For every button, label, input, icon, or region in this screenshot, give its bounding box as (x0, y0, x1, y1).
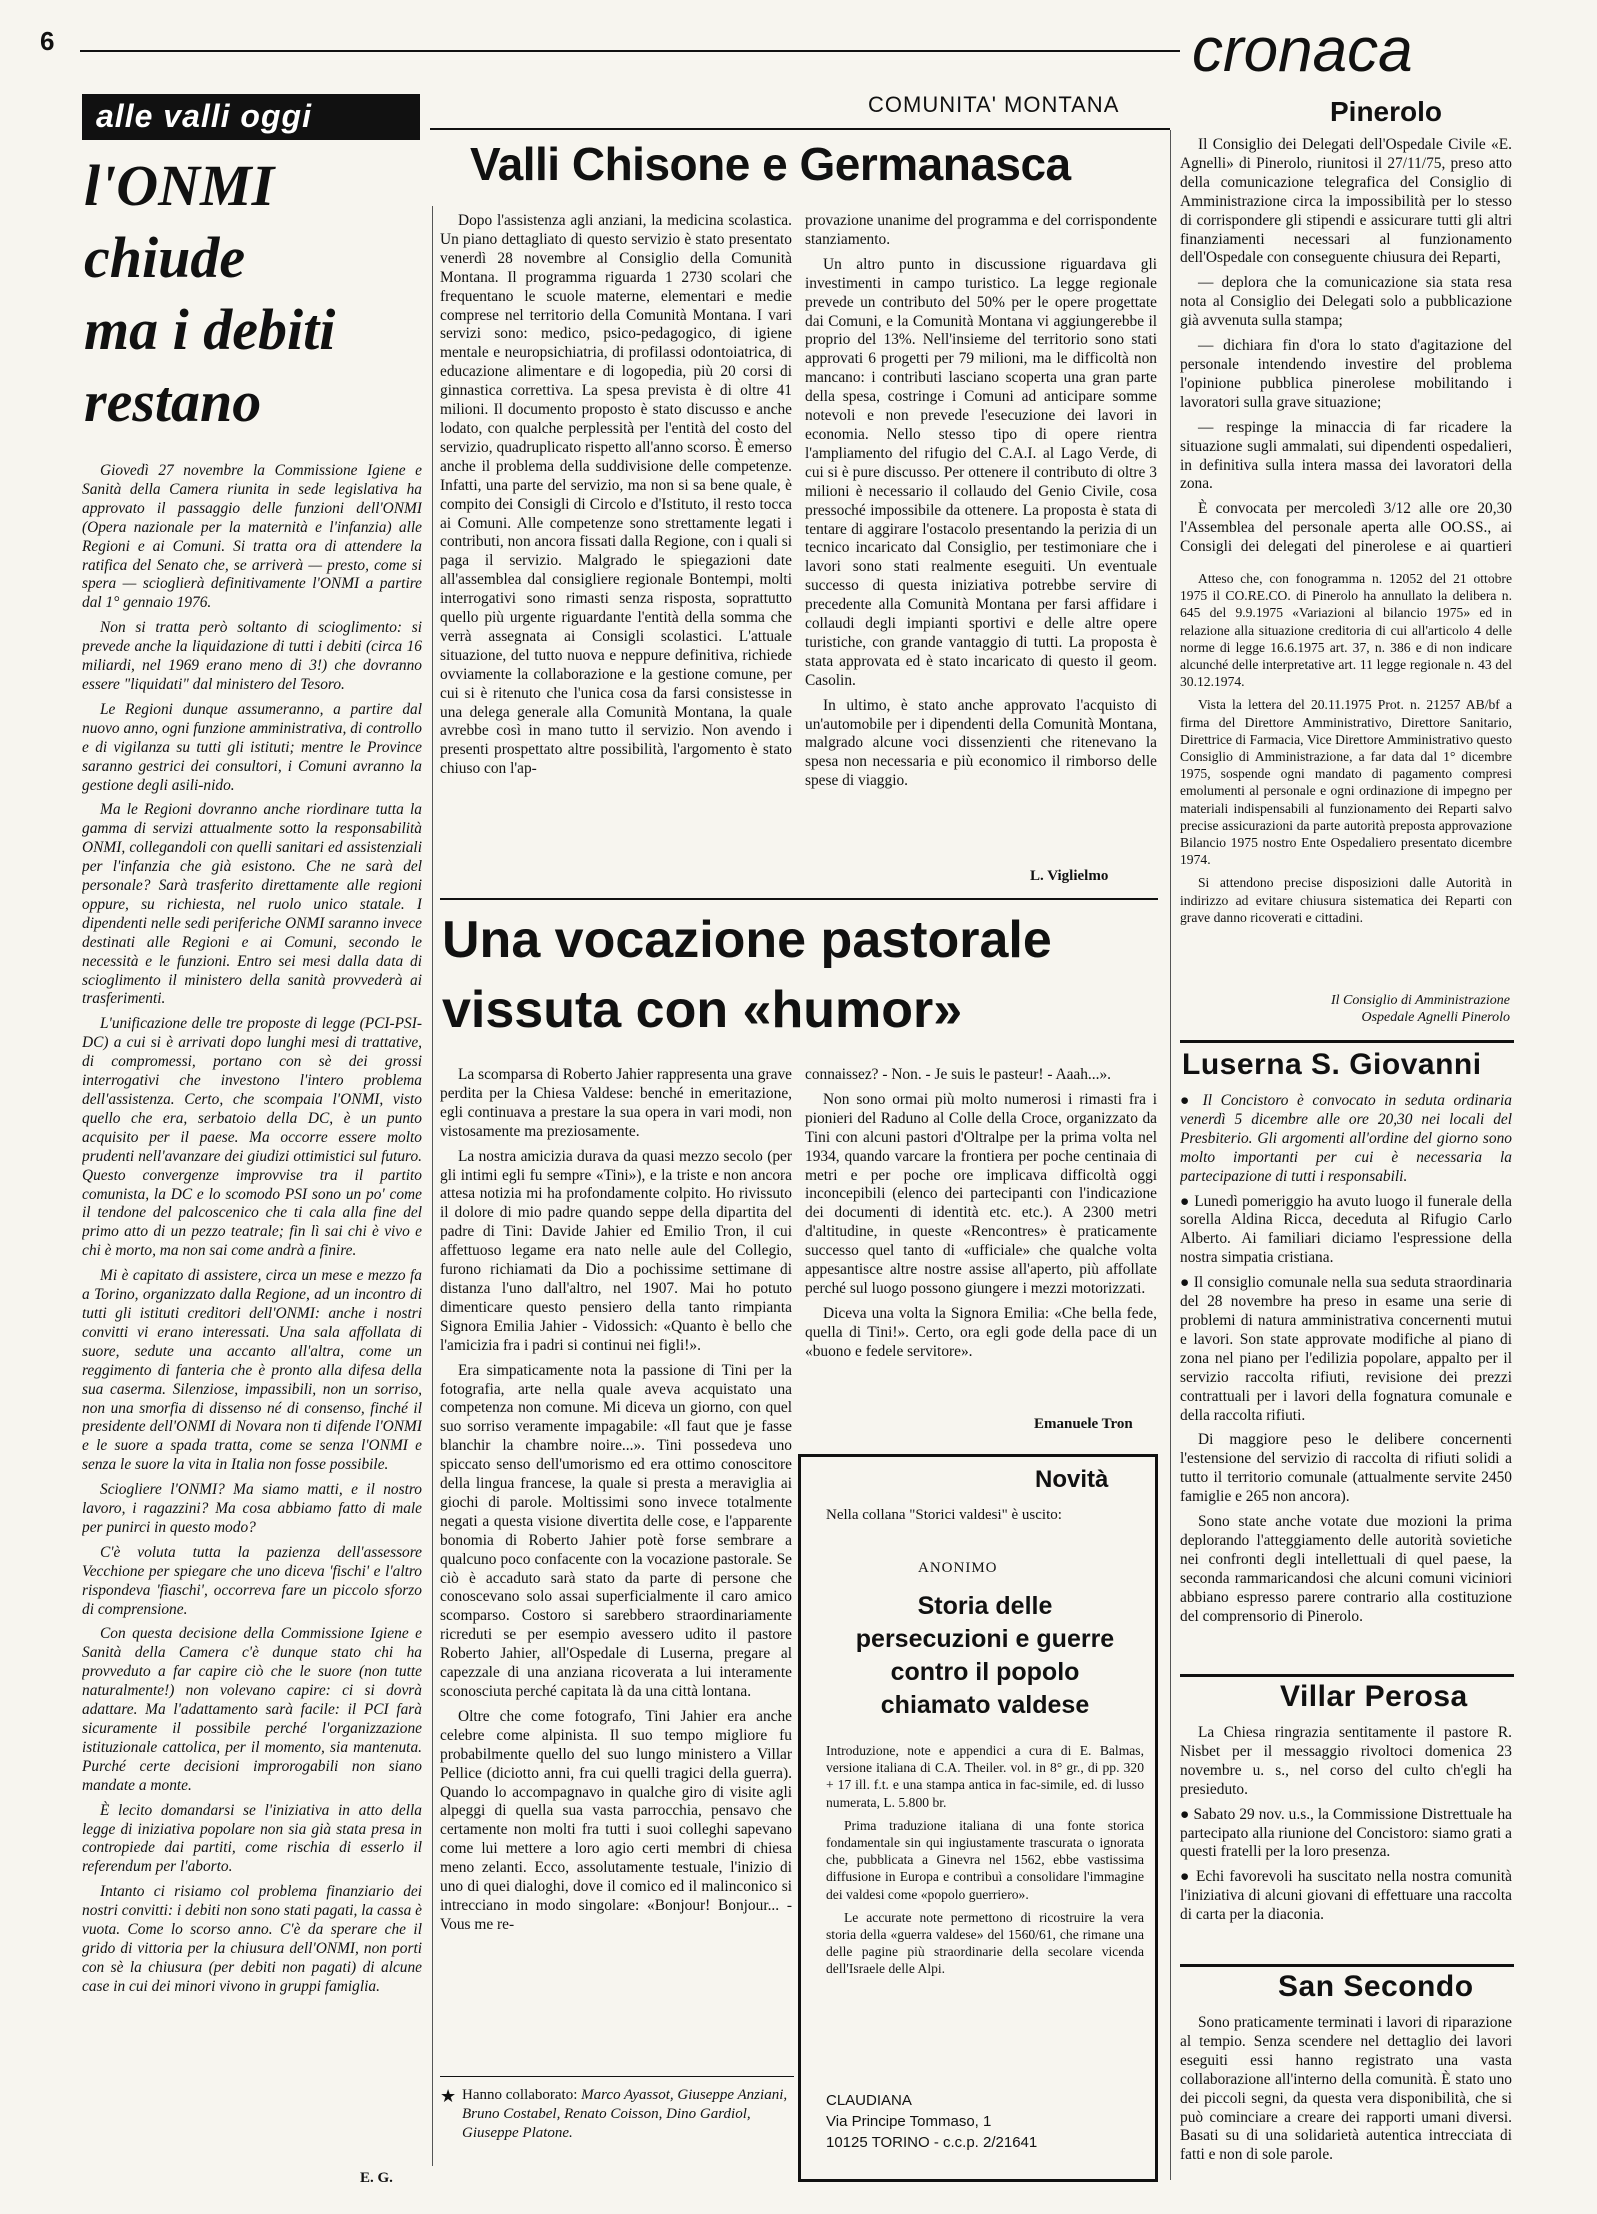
notice-signature (1260, 992, 1510, 1026)
kicker-text: alle valli oggi (96, 98, 312, 134)
novita-body (826, 1742, 1144, 2072)
novita-intro: Nella collana "Storici valdesi" è uscito: (826, 1507, 1062, 1523)
vocazione-column-1 (440, 1066, 792, 2066)
bullet-icon: ● (1180, 1805, 1194, 1823)
vocazione-paragraph: La scomparsa di Roberto Jahier rappresenta una grave perdita per la Chiesa Valdese: benché in emeritazione, egli continuava a prestare la sua opera in vari modi, non vistosamente ma preziosamente. (440, 1066, 792, 1140)
bullet-icon: ● (1180, 1274, 1194, 1292)
vocazione-paragraph: Oltre che come fotografo, Tini Jahier era anche celebre come alpinista. Il suo tempo migliore fu probabilmente quello del suo lungo ministero a Villar Pellice (diciotto anni, fra cui quelli tragici della guerra). Quando lo accompagnavo in qualche giro di visite agli alpeggi di quella sua vasta parrocchia, pensavo che certamente non molti fra tutti i suoi colleghi sapevano come lui mettere a loro agio certi membri di chiesa meno zelanti. Ecco, assolutamente testuale, l'inizio di uno di quei dialoghi, dove il comico ed il malinconico si intrecciano in modo singolare: «Bonjour! Bonjour... - Vous me re- (440, 1707, 792, 1933)
villar-paragraph: La Chiesa ringrazia sentitamente il pastore R. Nisbet per il messaggio rivoltoci domenica 23 novembre u. s., nel corso del culto ch'egli ha presieduto. (1180, 1724, 1512, 1798)
luserna-paragraph: Sono state anche votate due mozioni la prima deplorando l'atteggiamento delle autorità sovietiche nei confronti degli intellettuali di quel paese, la seconda rammaricandosi che alcuni comuni viciniori abbiano espresso parere contrario alla costituzione del comprensorio di Pinerolo. (1180, 1513, 1512, 1625)
vocazione-signature: Emanuele Tron (1034, 1416, 1133, 1432)
credits-names: Marco Ayassot, Giuseppe Anziani, Bruno Costabel, Renato Coisson, Dino Gardiol, Giuseppe Platone. (462, 2087, 788, 2141)
novita-label: Novità (1035, 1466, 1109, 1493)
ospedale-paragraph: Il Consiglio dei Delegati dell'Ospedale Civile «E. Agnelli» di Pinerolo, riunitosi il 27/11/75, preso atto della comunicazione telegrafica del Consiglio di Amministrazione circa la impossibilità per lo stesso di corrispondere gli stipendi e assicurare tutti gli altri finanziamenti necessari al funzionamento dell'Ospedale con conseguente chiusura dei Reparti, (1180, 136, 1512, 267)
novita-details: Introduzione, note e appendici a cura di E. Balmas, versione italiana di C.A. Theiler. vol. in 8° gr., di pp. 320 + 17 ill. f.t. e una stampa antica in fac-simile, ed. di lusso numerata, L. 5.800 br. (826, 1743, 1144, 1810)
bullet-icon: ● (1180, 1868, 1196, 1886)
luserna-paragraph: ● Il Concistoro è convocato in seduta ordinaria venerdì 5 dicembre alle ore 20,30 nei locali del Presbiterio. Gli argomenti all'ordine del giorno sono molto importanti per cui è necessaria la partecipazione di tutti i responsabili. (1180, 1092, 1512, 1185)
publisher-name: CLAUDIANA (826, 2092, 912, 2109)
bullet-icon: ● (1180, 1092, 1203, 1109)
onmi-paragraph: È lecito domandarsi se l'iniziativa in atto della legge di iniziativa popolare non sia già stata presa in contropiede dai partiti, come rischia di esserlo il referendum per l'aborto. (82, 1801, 422, 1876)
bullet-icon: ● (1180, 1192, 1195, 1210)
villar-paragraph: ● Echi favorevoli ha suscitato nella nostra comunità l'iniziativa di alcuni giovani di effettuare una raccolta di carta per la diaconia. (1180, 1868, 1512, 1924)
vocazione-paragraph: Diceva una volta la Signora Emilia: «Che bella fede, quella di Tini!». Certo, ora egli gode della pace di un «buono e fedele servitore». (805, 1304, 1157, 1360)
luserna-paragraph: Di maggiore peso le delibere concernenti l'estensione del servizio di raccolta di rifiuti solidi a tutto il territorio comunale (attualmente servite 2450 famiglie e 265 non ancora). (1180, 1431, 1512, 1506)
notice-signature-line-1: Il Consiglio di Amministrazione (1330, 993, 1510, 1008)
ospedale-paragraph: È convocata per mercoledì 3/12 alle ore 20,30 l'Assemblea del personale aperta alle OO.SS., ai Consigli dei delegati del pinerolese e ai quartieri (1180, 500, 1512, 556)
column-divider (1170, 130, 1171, 2180)
onmi-paragraph: Mi è capitato di assistere, circa un mese e mezzo fa a Torino, organizzato dalla Regione, ad un incontro di tutti gli istituti creditori dell'ONMI: anche i nostri convitti vi erano interessati. Una sala affollata di suore, sedute una accanto all'altra, come un reggimento di fanteria che è pronto alla difesa della sua caserma. Silenziose, impassibili, non un sorriso, non una smorfia di dissenso né di consenso, finché il presidente dell'ONMI di Novara non ti difende l'ONMI e le suore a spada tratta, come se senza l'ONMI e senza le suore la vita in Italia non fosse possibile. (82, 1267, 422, 1474)
credits-text (462, 2086, 792, 2143)
onmi-paragraph: Ma le Regioni dovranno anche riordinare tutta la gamma di servizi attualmente sotto la responsabilità ONMI, collegandoli con quelli sanitari ed assistenziali per l'infanzia che già esistono. Che ne sarà del personale? Sarà trasferito direttamente alle regioni oppure, su richiesta, nel ruolo unico statale. I dipendenti nelle sedi periferiche ONMI saranno invece destinati alle Regioni e ai Comuni, secondo le necessità e le funzioni. Entro sei mesi dalla data di scioglimento il ministero della sanità provvederà ai trasferimenti. (82, 801, 422, 1008)
novita-book-title: Storia delle persecuzioni e guerre contro il popolo chiamato valdese (855, 1592, 1115, 1719)
vocazione-paragraph: Era simpaticamente nota la passione di Tini per la fotografia, arte nella quale aveva acquistato una competenza non comune. Mi diceva un giorno, con quel suo sorriso veramente impagabile: «Il faut que je fasse blanchir la chambre noire...». Tini possedeva uno spiccato senso dell'umorismo ed era ottimo conoscitore della lingua francese, la quale si presta a meraviglia ai giochi di parole. Moltissimi sono invece totalmente negati a questa visione divertita delle cose, e l'apparente bonomia di Roberto Jahier potè forse sembrare a qualcuno poco confacente con la vocazione pastorale. Se ciò è accaduto sarà stato da parte di persone che conoscevano solo assai superficialmente il caro amico scomparso. Costoro si sarebbero straordinariamente ricreduti se per esempio avessero udito il pastore Roberto Jahier, all'Ospedale di Luserna, pregare al capezzale di una anziana ricoverata a lui interamente sconosciuta perché capitata là da una città lontana. (440, 1361, 792, 1700)
publisher-address-2: 10125 TORINO - c.c.p. 2/21641 (826, 2134, 1038, 2151)
onmi-paragraph: Non si tratta però soltanto di scioglimento: si prevede anche la liquidazione di tutti i debiti (circa 16 miliardi, nel 1969 erano meno di 3!) che dovranno essere "liquidati" dal ministero del Tesoro. (82, 619, 422, 693)
valli-headline: Valli Chisone e Germanasca (470, 138, 1071, 190)
onmi-paragraph: L'unificazione delle tre proposte di legge (PCI-PSI-DC) a cui si è arrivati dopo lunghi mesi di trattative, di compromessi, portano con sè dei grossi interrogativi che investono l'intero problema dell'assistenza. Certo, che scompaia l'ONMI, visto quello che era, serbatoio della DC, è un punto acquisito per il paese. Ma occorre essere molto prudenti nell'avanzare dei giudizi ottimistici sul futuro. Questo convergenze improvvise tra il partito comunista, la DC e lo scomodo PSI sono un po' come il tendone del palcoscenico che ti cala alla fine del primo atto di un pezzo teatrale; fin lì sai chi è vivo e chi è morto, ma non sai come andrà a finire. (82, 1015, 422, 1260)
section-rule (1180, 1964, 1514, 1967)
onmi-paragraph: C'è voluta tutta la pazienza dell'assessore Vecchione per spiegare che uno diceva 'fischi' e l'altro rispondeva 'fiaschi', occorreva fare un piccolo sforzo di comprensione. (82, 1543, 422, 1618)
ospedale-paragraph: — respinge la minaccia di far ricadere la situazione sugli ammalati, sui dipendenti ospedalieri, in definitiva sulla intera massa dei lavoratori della zona. (1180, 418, 1512, 493)
notice-paragraph: Si attendono precise disposizioni dalle Autorità in indirizzo ad evitare chiusura sistematica dei Reparti con grave danno ricoverati e cittadini. (1180, 875, 1512, 925)
notice-signature-line-2: Ospedale Agnelli Pinerolo (1361, 1010, 1510, 1025)
section-title: cronaca (1192, 16, 1413, 85)
valli-column-1 (440, 212, 792, 882)
vocazione-paragraph: Non sono ormai più molto numerosi i rimasti fra i pionieri del Raduno al Colle della Croce, organizzato da Tini con alcuni pastori d'Oltralpe per la prima volta nel 1934, quando varcare la frontiera per poche centinaia di metri e per poche ore implicava difficoltà oggi inconcepibili (elenco dei partecipanti con l'indicazione dei documenti di identità etc. etc.). A 2300 metri d'altitudine, in queste «Rencontres» è praticamente successo quel tanto di «ufficiale» che qualche volta appesantisce altre nostre assise all'aperto, più affollate perché sul luogo possono giungere i mezzi motorizzati. (805, 1090, 1157, 1297)
credits-rule (440, 2076, 794, 2077)
onmi-title-line-1: l'ONMI (84, 153, 275, 218)
luserna-paragraph: ● Lunedì pomeriggio ha avuto luogo il funerale della sorella Aldina Ricca, deceduta al Rifugio Carlo Alberto. Ai familiari diciamo l'espressione della nostra simpatia cristiana. (1180, 1192, 1512, 1267)
vocazione-column-2 (805, 1066, 1157, 1412)
onmi-paragraph: Le Regioni dunque assumeranno, a partire dal nuovo anno, ogni funzione amministrativa, di controllo e di vigilanza su tutti gli istituti; mentre le Province saranno gestrici dei consultori, i Comuni avranno la gestione degli asili-nido. (82, 700, 422, 794)
page-number: 6 (40, 26, 55, 56)
section-rule (440, 898, 1158, 900)
vocazione-headline-line-1: Una vocazione pastorale (442, 911, 1052, 969)
luserna-paragraph: ● Il consiglio comunale nella sua seduta straordinaria del 28 novembre ha preso in esame una serie di problemi di natura amministrativa concernenti mutui e lavori. Son state approvate modifiche al piano di zona nel piano per l'edilizia popolare, appalto per il servizio raccolta rifiuti, revisione dei prezzi contrattuali per i lavori della fognatura comunale e della raccolta rifiuti. (1180, 1274, 1512, 1424)
novita-publisher (826, 2090, 1146, 2153)
novita-desc: Prima traduzione italiana di una fonte storica fondamentale sin qui ingiustamente trascurata o ignorata che, pubblicata a Ginevra nel 1562, ebbe vastissima diffusione in Europa e contribuì a consolidare l'immagine dei valdesi come «popolo guerriero». (826, 1817, 1144, 1902)
valli-signature: L. Viglielmo (1030, 868, 1109, 884)
column-label: COMUNITA' MONTANA (868, 92, 1120, 117)
notice-paragraph: Vista la lettera del 20.11.1975 Prot. n. 21257 AB/bf a firma del Direttore Amministrativo, Direttore Sanitario, Direttrice di Farmacia, Vice Direttore Amministrativo questo Consiglio di Amministrazione, a far data dal 1° dicembre 1975, sospende ogni mandato di pagamento compresi emolumenti al personale e ogni ordinazione di impegno per materiali indispensabili al funzionamento dei Reparti salvo precise assicurazioni da parte autorità preposta approvazione Bilancio 1975 nostro Ente Ospedaliero presentato dicembre 1974. (1180, 697, 1512, 868)
luserna-article (1180, 1092, 1512, 1652)
vocazione-paragraph: connaissez? - Non. - Je suis le pasteur! - Aaah...». (805, 1066, 1112, 1083)
onmi-signature: E. G. (360, 2170, 393, 2186)
ospedale-paragraph: — deplora che la comunicazione sia stata resa nota al Consiglio dei Delegati solo a pubblicazione già avvenuta sulla stampa; (1180, 274, 1512, 330)
secondo-paragraph: Sono praticamente terminati i lavori di riparazione al tempio. Senza scendere nel dettaglio dei lavori eseguiti essi hanno registrato una vasta collaborazione all'interno della comunità. È stato uno dei piccoli segni, da questa vera disponibilità, che si può cominciare a creare dei rapporti umani diversi. Basati su di una solidarietà autentica intrecciata di fatti e non di sole parole. (1180, 2014, 1512, 2164)
column-label-rule (430, 128, 1170, 130)
villar-article (1180, 1724, 1512, 1954)
onmi-paragraph: Sciogliere l'ONMI? Ma siamo matti, e il nostro lavoro, i ragazzini? Ma cosa abbiamo fatto di male per punirci in questo modo? (82, 1481, 422, 1536)
header-rule (80, 50, 1180, 52)
valli-paragraph: Un altro punto in discussione riguardava gli investimenti in campo turistico. La legge regionale prevede un contributo del 50% per le opere progettate dai Comuni, e la Comunità Montana vi aggiungerebbe il proprio del 13%. Nell'insieme del territorio sono stati approvati 6 progetti per 79 milioni, ma le difficoltà non mancano: i contributi lasciano scoperta una gran parte della spesa, costringe i Comuni ad anticipare somme notevoli e non prevede l'esecuzione dei lavori in economia. Nello stesso tipo di opere rientra l'ampliamento del rifugio del C.A.I. al Lago Verde, di cui si è pure discusso. Per ottenere il contributo di oltre 3 milioni è necessario il collaudo del Genio Civile, cosa pressoché impossibile da ottenere. La proposta è stata di tentare di aggirare l'ostacolo presentando la perizia di un tecnico incaricato dal Consiglio, per testimoniare che i lavori sono stati realmente eseguiti. Un eventuale successo di questa iniziativa potrebbe servire di precedente alla Comunità Montana per farsi affidare i collaudi degli impianti sportivi e delle altre opere turistiche, con grande vantaggio di tutti. La proposta è stata approvata ed è stato incaricato di questo il geom. Casolin. (805, 255, 1157, 689)
vocazione-paragraph: La nostra amicizia durava da quasi mezzo secolo (per gli intimi egli fu sempre «Tini»), e la triste e non ancora attesa notizia mi ha profondamente colpito. Ho rivissuto il dolore di mio padre quando seppe della dipartita del padre di Tini: Davide Jahier ed Emilio Tron, il cui affettuoso legame era nato nelle aule del Collegio, furono richiamati da Dio a pochissime settimane di distanza l'uno dall'altro, nel 1907. Mai ho potuto dimenticare questo pensiero della tanto rimpianta Signora Emilia Jahier - Vidossich: «Quanto è bello che l'amicizia fra i padri si continui nei figli!». (440, 1147, 792, 1354)
secondo-headline: San Secondo (1278, 1970, 1474, 2003)
onmi-title (84, 150, 424, 438)
ospedale-paragraph: — dichiara fin d'ora lo stato d'agitazione del personale intendendo investire del problema l'opinione pubblica pinerolese mobilitando i lavoratori sulla grave situazione; (1180, 337, 1512, 411)
luserna-headline: Luserna S. Giovanni (1182, 1048, 1482, 1081)
vocazione-headline-line-2: vissuta con «humor» (442, 981, 963, 1039)
onmi-title-line-3: ma i debiti (84, 297, 336, 362)
ospedale-notice (1180, 570, 1512, 974)
notice-paragraph: Atteso che, con fonogramma n. 12052 del 21 ottobre 1975 il CO.RE.CO. di Pinerolo ha annullato la delibera n. 645 del 9.9.1975 «Variazioni al bilancio 1975» ed in relazione alla situazione creditoria di cui all'articolo 4 delle norme di legge 16.6.1975 art. 37, n. 386 e di non indicare alcunché delle interpretative art. 11 legge regionale n. 43 del 30.12.1974. (1180, 571, 1512, 690)
onmi-paragraph: Intanto ci risiamo col problema finanziario dei nostri convitti: i debiti non sono stati pagati, la cassa è vuota. Come lo scorso anno. C'è da sperare che il grido di vittoria per la chiusura dell'ONMI, non porti con sè la chiusura (per debiti non pagati) di alcune case in cui dei minori vivono in gruppi famiglia. (82, 1883, 422, 1995)
section-rule (1180, 1674, 1514, 1677)
onmi-paragraph: Giovedì 27 novembre la Commissione Igiene e Sanità della Camera riunita in sede legislativa ha approvato il passaggio delle funzioni dell'ONMI (Opera nazionale per la maternità e l'infanzia) alle Regioni e ai Comuni. Si tratta ora di attendere la ratifica del Senato che, se arriverà — presto, come si spera — scioglierà definitivamente l'ONMI a partire dal 1° gennaio 1976. (82, 462, 422, 612)
onmi-paragraph: Con questa decisione della Commissione Igiene e Sanità della Camera c'è dunque stato chi ha provveduto a far capire ciò che le suore (non tutte naturalmente!) non volevano capire: ci si dovrà adattare. Ma l'adattamento sarà facile: il PCI farà sicuramente il possibile perché l'organizzazione istituzionale cattolica, per il momento, sia mantenuta. Purché certe decisioni improrogabili non siano mandate a monte. (82, 1625, 422, 1794)
villar-paragraph: ● Sabato 29 nov. u.s., la Commissione Distrettuale ha partecipato alla riunione del Concistoro: siamo grati a questi fratelli per la loro presenza. (1180, 1805, 1512, 1861)
valli-paragraph: provazione unanime del programma e del corrispondente stanziamento. (805, 212, 1157, 248)
secondo-article (1180, 2014, 1512, 2204)
villar-headline: Villar Perosa (1280, 1680, 1468, 1713)
credits-prefix: Hanno collaborato: (462, 2087, 578, 2103)
onmi-title-line-4: restano (84, 369, 262, 434)
onmi-title-line-2: chiude (84, 225, 246, 290)
valli-paragraph: Dopo l'assistenza agli anziani, la medicina scolastica. Un piano dettagliato di questo servizio è stato presentato venerdì 28 novembre al Consiglio della Comunità Montana. Il programma riguarda 1 2730 scolari che frequentano le scuole materne, elementari e medie comprese nel territorio della Comunità Montana. I vari servizi sono: medico, psico-pedagogico, di igiene mentale e neuropsichiatria, di profilassi odontoiatrica, di educazione alimentare e di logopedia, più 20 corsi di ginnastica correttiva. La spesa prevista è di oltre 41 milioni. Il documento proposto è stato discusso e anche lodato, con qualche perplessità per l'entità del costo del servizio, quadruplicato rispetto all'anno scorso. È emerso anche il problema della suddivisione delle competenze. Infatti, una parte del servizio, ma non si sa bene quale, è compito dei Consigli di Circolo e d'Istituto, il resto tocca ai Comuni. Alle competenze sono strettamente legati i contributi, non ancora fissati dalla Regione, con i quali si paga il servizio. Malgrado le spiegazioni date all'assemblea dal consigliere regionale Bontempi, molti interrogativi sono rimasti senza risposta, soprattutto quello più urgente riguardante l'entità della somma che verrà assegnata ai Consigli scolastici. L'attuale situazione, del tutto nuova e neppure definitiva, richiede ovviamente la collaborazione e la gestione comune, per cui si è ritenuto che l'unica cosa da farsi consistesse in una delega generale alla Comunità Montana, la quale avrebbe così in mano tutto il servizio. Non avendo i presenti prospettato altre possibilità, l'argomento è stato chiuso con l'ap- (440, 212, 792, 778)
novita-desc: Le accurate note permettono di ricostruire la vera storia della «guerra valdese» del 1560/61, che rimane una delle pagine più straordinarie della secolare vicenda dell'Israele delle Alpi. (826, 1909, 1144, 1977)
ospedale-article (1180, 136, 1512, 556)
publisher-address-1: Via Principe Tommaso, 1 (826, 2113, 992, 2130)
novita-author: ANONIMO (918, 1560, 998, 1576)
section-rule (1180, 1040, 1514, 1043)
column-divider (432, 206, 433, 2166)
credits-star-icon: ★ (440, 2086, 457, 2106)
valli-paragraph: In ultimo, è stato anche approvato l'acquisto di un'automobile per i dipendenti della Comunità Montana, malgrado alcune voci dissenzienti che ritenevano la spesa non necessaria e più economico il rimborso delle spese di viaggio. (805, 696, 1157, 790)
onmi-article-body (82, 462, 422, 2162)
valli-column-2 (805, 212, 1157, 862)
city-name: Pinerolo (1330, 96, 1443, 127)
